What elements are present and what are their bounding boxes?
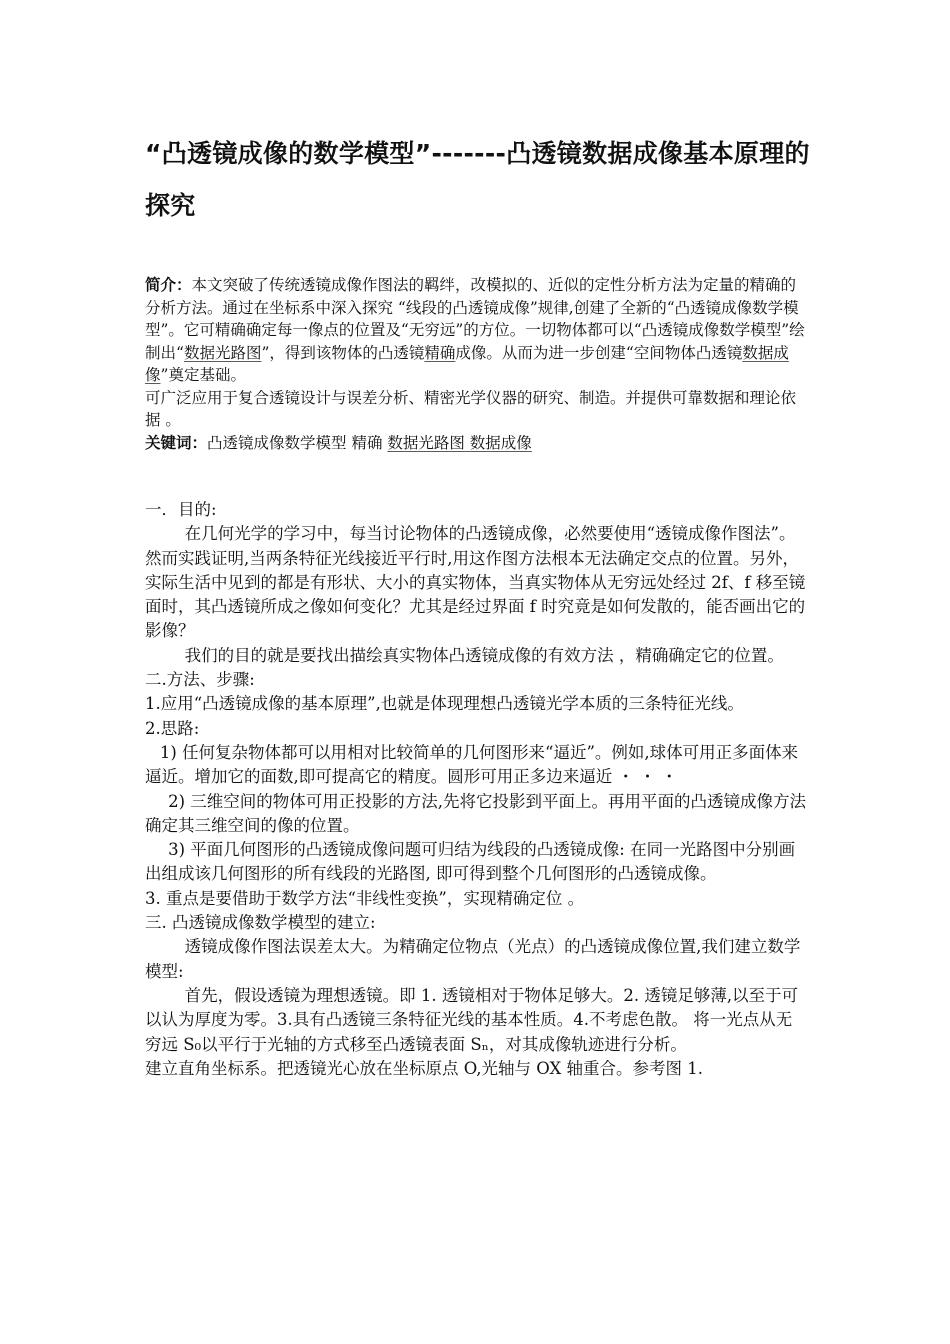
section-2-subitem-2: 2) 三维空间的物体可用正投影的方法,先将它投影到平面上。再用平面的凸透镜成像方法确定其三维空间的像的位置。 — [145, 791, 807, 835]
keywords-text: 凸透镜成像数学模型 精确 — [207, 433, 388, 452]
summary-text-d: ”奠定基础。 — [160, 366, 246, 384]
abstract-section — [145, 274, 810, 454]
section-1-paragraph-1: 在几何光学的学习中，每当讨论物体的凸透镜成像，必然要使用“透镜成像作图法”。然而实践证明,当两条特征光线接近平行时,用这作图方法根本无法确定交点的位置。另外，实际生活中见到的都是有形状、大小的真实物体，当真实物体从无穷远处经过 2f、f 移至镜面时，其凸透镜所成之像如何变化？尤其是经过界面 f 时究竟是如何发散的，能否画出它的影像？ — [145, 524, 806, 641]
summary-paragraph — [145, 274, 810, 387]
keywords-label: 关键词： — [145, 432, 208, 452]
summary-term-precise: 精确 — [424, 343, 456, 362]
section-3-heading: 三. 凸透镜成像数学模型的建立: — [145, 913, 376, 933]
section-3-paragraph-1: 透镜成像作图法误差太大。为精确定位物点（光点）的凸透镜成像位置,我们建立数学模型: — [145, 937, 801, 981]
summary-text-a: 本文突破了传统透镜成像作图法的羁绊，改模拟的、近似的定性分析方法为定量的精确的分析方法。通过在坐标系中深入探究 “线段的凸透镜成像”规律,创建了全新的“凸透镜成像数学模型”。它可精确确定每一像点的位置及“无穷远”的方位。一切物体都可以“凸透镜成像数学模型”绘制出“ — [145, 276, 805, 362]
section-1-heading: 一．目的: — [145, 500, 217, 519]
section-1-paragraph-2: 我们的目的就是要找出描绘真实物体凸透镜成像的有效方法 ，精确确定它的位置。 — [184, 645, 784, 665]
document-title: “凸透镜成像的数学模型”-------凸透镜数据成像基本原理的探究 — [145, 139, 810, 220]
section-2-item-3: 3. 重点是要借助于数学方法“非线性变换”，实现精确定位 。 — [145, 888, 585, 908]
section-3-paragraph-2: 首先，假设透镜为理想透镜。即 1. 透镜相对于物体足够大。2. 透镜足够薄,以至于可以认为厚度为零。3.具有凸透镜三条特征光线的基本性质。4.不考虑色散。 将一光点从无穷远 S₀以平行于光轴的方式移至凸透镜表面 Sₙ，对其成像轨迹进行分析。 — [145, 985, 799, 1054]
application-paragraph: 可广泛应用于复合透镜设计与误差分析、精密光学仪器的研究、制造。并提供可靠数据和理论依据 。 — [145, 388, 797, 429]
section-2-heading: 二.方法、步骤: — [145, 670, 255, 690]
keywords-underlined: 数据光路图 数据成像 — [387, 433, 532, 452]
section-2-item-2: 2.思路: — [145, 718, 200, 738]
summary-term-data-light-path: 数据光路图 — [183, 343, 262, 362]
summary-text-c: 成像。从而为进一步创建“空间物体凸透镜 — [455, 343, 743, 362]
summary-text-b: ”，得到该物体的凸透镜 — [261, 343, 425, 362]
keywords-line — [145, 432, 810, 455]
summary-label: 简介： — [145, 275, 192, 294]
body-section — [145, 498, 807, 1081]
section-2-subitem-1: 1) 任何复杂物体都可以用相对比较简单的几何图形来“逼近”。例如,球体可用正多面体来逼近。增加它的面数,即可提高它的精度。圆形可用正多边来逼近 ・ ・ ・ — [145, 742, 799, 787]
summary-term-data-imaging: 数据成像 — [145, 343, 789, 384]
section-2-subitem-3: 3) 平面几何图形的凸透镜成像问题可归结为线段的凸透镜成像: 在同一光路图中分别画出组成该几何图形的所有线段的光路图, 即可得到整个几何图形的凸透镜成像。 — [145, 840, 796, 884]
section-2-item-1: 1.应用“凸透镜成像的基本原理”,也就是体现理想凸透镜光学本质的三条特征光线。 — [145, 694, 744, 714]
section-3-paragraph-3: 建立直角坐标系。把透镜光心放在坐标原点 O,光轴与 OX 轴重合。参考图 1. — [145, 1058, 704, 1078]
